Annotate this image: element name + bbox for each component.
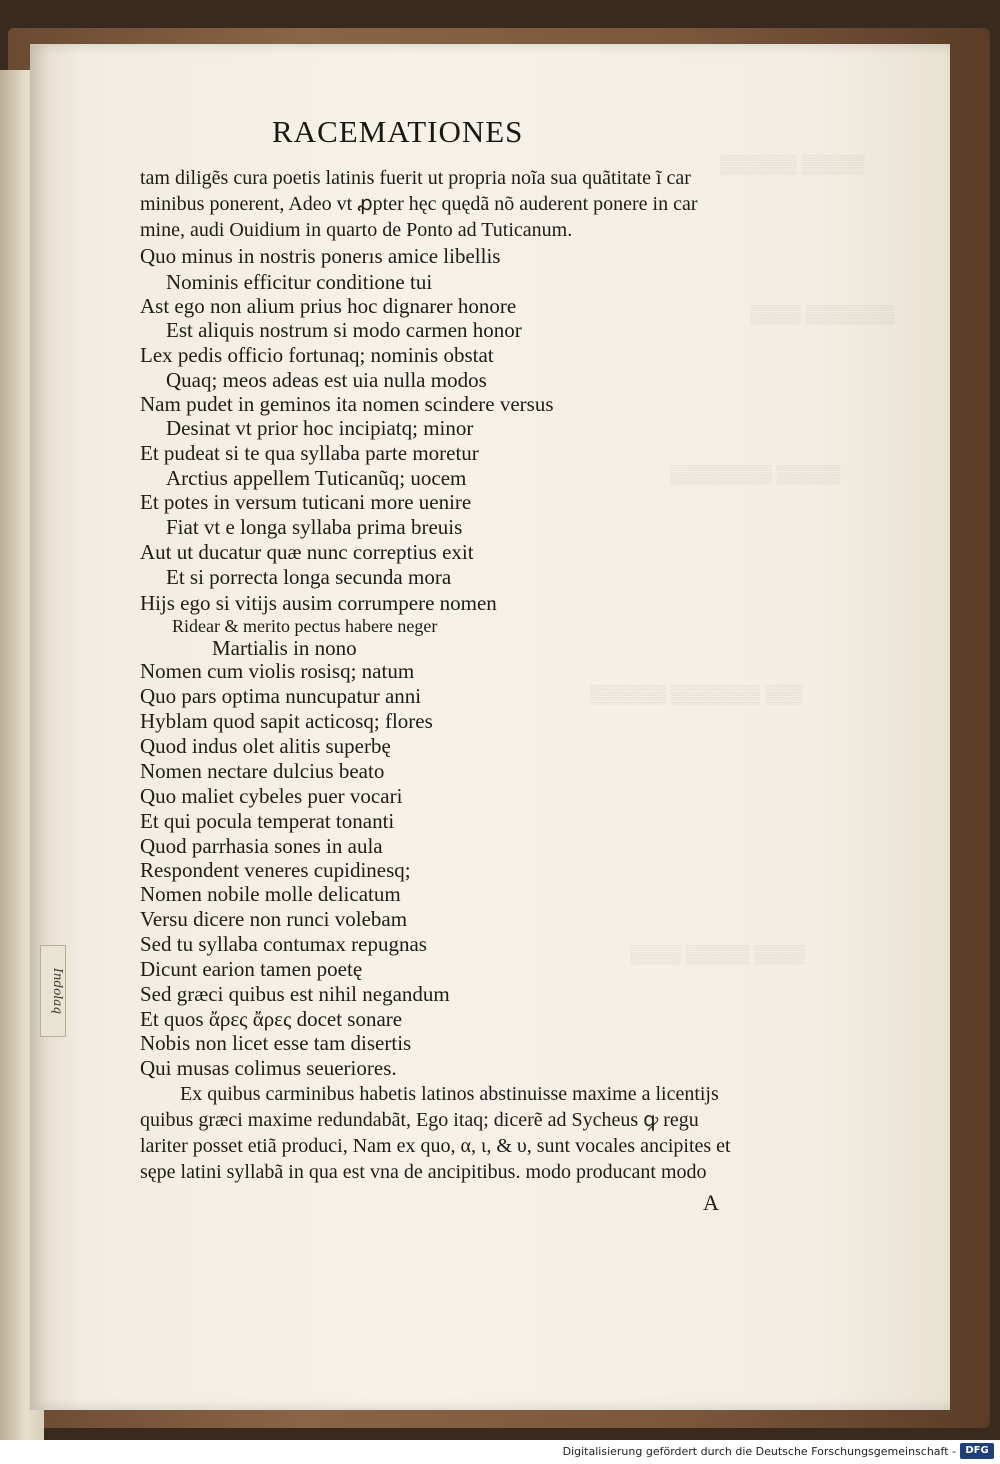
text-line: Sed tu syllaba contumax repugnas [140, 932, 427, 956]
show-through: ▒▒▒▒▒▒ ▒▒▒▒▒▒▒ ▒▒▒ [590, 684, 804, 704]
text-line: sępe latini syllabã in qua est vna de ancipitibus. modo producant modo [140, 1161, 707, 1183]
text-line: Et quos ἄρες ἄρες docet sonare [140, 1007, 403, 1031]
text-line: Dicunt earion tamen poetę [140, 957, 363, 981]
text-line: minibus ponerent, Adeo vt ꝓpter hęc quędã nõ auderent ponere in car [140, 193, 698, 215]
text-line: Quod indus olet alitis superbę [140, 734, 391, 758]
funding-note: Digitalisierung gefördert durch die Deutsche Forschungsgemeinschaft - [562, 1445, 956, 1458]
text-line: Ex quibus carminibus habetis latinos abstinuisse maxime a licentĳs [180, 1083, 719, 1105]
text-line: Nominis efficitur conditione tui [166, 270, 433, 294]
footer-bar [0, 1440, 1000, 1464]
text-line: tam diligẽs cura poetis latinis fuerit ut propria noĩa sua quãtitate ĩ car [140, 167, 691, 189]
text-line: Respondent veneres cupidinesq; [140, 858, 411, 882]
show-through: ▒▒▒▒▒▒▒▒ ▒▒▒▒▒ [670, 464, 841, 484]
text-line: lariter posset etiã produci, Nam ex quo, α, ι, & υ, sunt vocales ancipites et [140, 1135, 731, 1157]
show-through: ▒▒▒▒▒▒ ▒▒▒▒▒ [720, 154, 865, 174]
text-line: Et si porrecta longa secunda mora [166, 565, 452, 589]
text-line: quibus græci maxime redundabãt, Ego itaq; dicerẽ ad Sycheus ꝙ regu [140, 1109, 699, 1131]
text-line: Quod parrhasia sones in aula [140, 834, 383, 858]
text-line: Hyblam quod sapit acticosq; flores [140, 709, 433, 733]
text-line: Nomen nectare dulcius beato [140, 759, 385, 783]
text-line: Quo pars optima nuncupatur anni [140, 684, 422, 708]
text-line: Ridear & merito pectus habere neger [172, 616, 438, 636]
text-line: Quaq; meos adeas est uia nulla modos [166, 368, 487, 392]
text-line: Est aliquis nostrum si modo carmen honor [166, 318, 522, 342]
text-line: Nomen nobile molle delicatum [140, 882, 401, 906]
running-head: RACEMATIONES [272, 114, 524, 149]
text-line: Hĳs ego si vitĳs ausim corrumpere nomen [140, 591, 497, 615]
show-through: ▒▒▒▒ ▒▒▒▒▒ ▒▒▒▒ [630, 944, 805, 964]
text-line: Et pudeat si te qua syllaba parte moretur [140, 441, 479, 465]
signature-mark: A [703, 1190, 719, 1215]
text-line: Et potes in versum tuticani more uenire [140, 490, 472, 514]
dfg-logo: DFG [960, 1443, 994, 1459]
text-line: Sed græci quibus est nihil negandum [140, 982, 450, 1006]
text-line: Nam pudet in geminos ita nomen scindere versus [140, 392, 554, 416]
text-line: Ast ego non alium prius hoc dignarer honore [140, 294, 517, 318]
text-line: Aut ut ducatur quæ nunc correptius exit [140, 540, 474, 564]
text-line: Desinat vt prior hoc incipiatq; minor [166, 416, 474, 440]
text-line: Quo minus in nostris ponerıs amice libellis [140, 244, 501, 268]
text-line: Nobis non licet esse tam disertis [140, 1031, 412, 1055]
show-through: ▒▒▒▒ ▒▒▒▒▒▒▒ [750, 304, 895, 324]
text-line: Versu dicere non runci volebam [140, 907, 408, 931]
text-line: Arctius appellem Tuticanũq; uocem [166, 466, 467, 490]
text-line: Et qui pocula temperat tonanti [140, 809, 395, 833]
text-line: Fiat vt e longa syllaba prima breuis [166, 515, 463, 539]
text-line: Quo maliet cybeles puer vocari [140, 784, 403, 808]
text-line: mine, audi Ouidium in quarto de Ponto ad Tuticanum. [140, 219, 573, 241]
text-line: Nomen cum violis rosisq; natum [140, 659, 415, 683]
text-line: Lex pedis officio fortunaq; nominis obstat [140, 343, 494, 367]
text-line: Qui musas colimus seueriores. [140, 1056, 397, 1080]
gutter-slip-note: Indolaq [40, 945, 66, 1037]
section-heading: Martialis in nono [212, 636, 357, 660]
